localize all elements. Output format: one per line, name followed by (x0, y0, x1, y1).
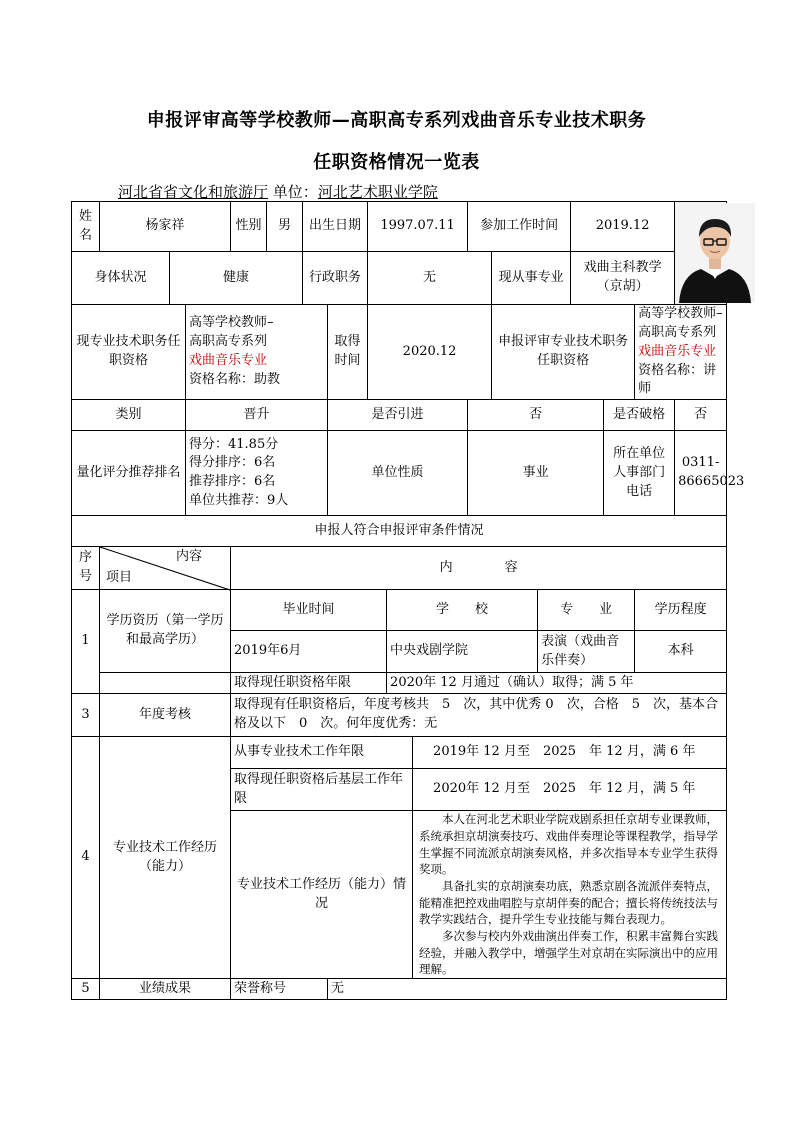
recommend-total: 单位共推荐：9人 (189, 493, 289, 509)
obtained-value: 2020.12 (368, 305, 492, 400)
unit-nature-label: 单位性质 (328, 431, 468, 516)
name-label: 姓名 (72, 202, 100, 252)
achieve-label: 业绩成果 (100, 978, 231, 999)
current-title-line3: 戏曲音乐专业 (189, 353, 268, 369)
exception-value: 否 (675, 400, 727, 431)
work-start-value: 2019.12 (571, 202, 675, 252)
section-title: 申报人符合申报评审条件情况 (72, 516, 727, 547)
assess-label: 年度考核 (100, 694, 231, 737)
current-title-line4: 资格名称：助教 (189, 371, 281, 387)
department: 河北省省文化和旅游厅 (118, 183, 269, 201)
work-label: 专业技术工作经历（能力） (100, 737, 231, 979)
current-job-value: 戏曲主科教学（京胡） (571, 252, 675, 305)
work-years-label: 从事专业技术工作年限 (231, 737, 413, 769)
edu-major-value: 表演（戏曲音乐伴奏） (538, 631, 635, 673)
assess-seq: 3 (72, 694, 100, 737)
gender-value: 男 (267, 202, 303, 252)
hr-phone-value: 0311-86665023 (675, 431, 727, 516)
current-title-line1: 高等学校教师– (189, 315, 274, 331)
admin-value: 无 (368, 252, 492, 305)
grassroots-value: 2020年 12 月至 2025 年 12 月，满 5 年 (413, 769, 727, 811)
birth-value: 1997.07.11 (368, 202, 468, 252)
score-value: 得分：41.85分 (189, 436, 279, 452)
score-rank-label: 量化评分推荐排名 (72, 431, 186, 516)
experience-text (413, 811, 727, 979)
diag-item-label: 项目 (106, 570, 133, 586)
edu-grad-header: 毕业时间 (231, 590, 387, 631)
work-seq: 4 (72, 737, 100, 979)
name-value: 杨家祥 (100, 202, 231, 252)
birth-label: 出生日期 (303, 202, 368, 252)
edu-degree-level-value: 本科 (635, 631, 727, 673)
apply-title-line2: 高职高专系列 (638, 324, 717, 340)
honor-value: 无 (328, 978, 727, 999)
diag-content-label: 内容 (176, 549, 203, 565)
portrait-image (675, 203, 755, 303)
admin-label: 行政职务 (303, 252, 368, 305)
seq-header: 序号 (72, 547, 100, 590)
experience-para-2: 具备扎实的京胡演奏功底，熟悉京剧各流派伴奏特点，能精准把控戏曲唱腔与京胡伴奏的配合；擅长将传统技法与教学实践结合，提升学生专业技能与舞台表现力。 (419, 878, 719, 927)
assess-text: 取得现有任职资格后，年度考核共 5 次，其中优秀 0 次，合格 5 次，基本合格及以下 0 次。何年度优秀：无 (231, 694, 727, 737)
content-header: 内 容 (231, 547, 727, 590)
current-job-label: 现从事专业 (492, 252, 571, 305)
hr-phone-label: 所在单位人事部门电话 (604, 431, 675, 516)
achieve-seq: 5 (72, 978, 100, 999)
current-title-line2: 高职高专系列 (189, 334, 268, 350)
score-details (186, 431, 328, 516)
edu-degree-level-header: 学历程度 (635, 590, 727, 631)
unit-label: 单位： (272, 183, 318, 201)
applicant-photo (675, 202, 727, 305)
current-title-label: 现专业技术职务任职资格 (72, 305, 186, 400)
edu-years-value: 2020年 12 月通过（确认）取得；满 5 年 (387, 673, 727, 694)
experience-label: 专业技术工作经历（能力）情况 (231, 811, 413, 979)
qualification-table (71, 201, 745, 1000)
edu-label: 学历资历（第一学历和最高学历） (100, 590, 231, 673)
recommend-rank: 推荐排序：6名 (189, 474, 276, 490)
obtained-label: 取得时间 (328, 305, 368, 400)
experience-para-1: 本人在河北艺术职业学院戏剧系担任京胡专业课教师，系统承担京胡演奏技巧、戏曲伴奏理论等课程教学，指导学生掌握不同流派京胡演奏风格，并多次指导本专业学生获得奖项。 (419, 812, 719, 877)
unit-nature-value: 事业 (468, 431, 604, 516)
category-label: 类别 (72, 400, 186, 431)
experience-para-3: 多次参与校内外戏曲演出伴奏工作，积累丰富舞台实践经验，并融入教学中，增强学生对京胡在实际演出中的应用理解。 (419, 928, 719, 977)
document-title-line1: 申报评审高等学校教师—高职高专系列戏曲音乐专业技术职务 (146, 110, 647, 131)
score-rank: 得分排序：6名 (189, 455, 276, 471)
work-start-label: 参加工作时间 (468, 202, 571, 252)
edu-grad-value: 2019年6月 (231, 631, 387, 673)
apply-title-value (635, 305, 727, 400)
edu-seq: 1 (72, 590, 100, 694)
current-title-value (186, 305, 328, 400)
apply-title-line4: 资格名称：讲师 (638, 362, 717, 397)
gender-label: 性别 (231, 202, 267, 252)
health-value: 健康 (170, 252, 303, 305)
health-label: 身体状况 (72, 252, 170, 305)
category-value: 晋升 (186, 400, 328, 431)
diagonal-header-cell (100, 547, 231, 590)
introduced-value: 否 (468, 400, 604, 431)
edu-school-header: 学 校 (387, 590, 538, 631)
document-title-line2: 任职资格情况一览表 (313, 152, 480, 173)
apply-title-line1: 高等学校教师– (638, 306, 723, 321)
exception-label: 是否破格 (604, 400, 675, 431)
work-years-value: 2019年 12 月至 2025 年 12 月，满 6 年 (413, 737, 727, 769)
header-line (118, 181, 438, 202)
honor-label: 荣誉称号 (231, 978, 328, 999)
grassroots-label: 取得现任职资格后基层工作年限 (231, 769, 413, 811)
apply-title-line3: 戏曲音乐专业 (638, 343, 717, 359)
edu-major-header: 专 业 (538, 590, 635, 631)
unit-name: 河北艺术职业学院 (317, 183, 438, 201)
edu-school-value: 中央戏剧学院 (387, 631, 538, 673)
apply-title-label: 申报评审专业技术职务任职资格 (492, 305, 635, 400)
introduced-label: 是否引进 (328, 400, 468, 431)
edu-years-label: 取得现任职资格年限 (231, 673, 387, 694)
